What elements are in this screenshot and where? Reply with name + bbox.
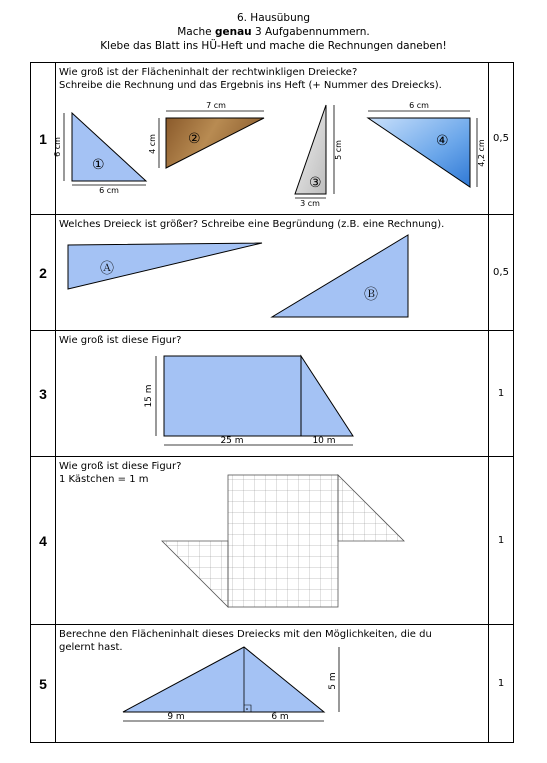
triangle-b xyxy=(272,235,408,317)
triangle-1-label: ① xyxy=(92,157,105,173)
task-number: 4 xyxy=(31,457,56,625)
t2-height-label: 4 cm xyxy=(148,134,157,154)
task-question: Berechne den Flächeninhalt dieses Dreiecks mit den Möglichkeiten, die du xyxy=(59,629,432,640)
triangle-4 xyxy=(368,118,470,187)
task-number: 5 xyxy=(31,625,56,743)
task-content xyxy=(56,625,489,743)
task-question-cont: gelernt hast. xyxy=(59,642,123,653)
task-table xyxy=(30,62,514,743)
triangle-b-label: Ⓑ xyxy=(364,287,378,303)
header-instruction-post: 3 Aufgabennummern. xyxy=(251,26,370,38)
triangle-a-label: Ⓐ xyxy=(100,261,114,277)
header-instruction-bold: genau xyxy=(214,26,252,38)
task-row xyxy=(31,625,514,743)
t1-width-label: 6 cm xyxy=(99,186,119,195)
grid-square xyxy=(228,475,338,607)
task-points: 1 xyxy=(489,457,514,625)
triangle-5 xyxy=(123,647,324,712)
task-row xyxy=(31,63,514,215)
header-instruction-pre: Mache xyxy=(177,26,215,38)
task3-figure xyxy=(56,331,490,457)
task-row xyxy=(31,331,514,457)
header-instruction xyxy=(0,25,547,39)
triangle5-base2-label: 6 m xyxy=(271,712,289,722)
task-question: Welches Dreieck ist größer? Schreibe eine Begründung (z.B. eine Rechnung). xyxy=(59,219,445,230)
task-number: 1 xyxy=(31,63,56,215)
figure3-width1-label: 25 m xyxy=(220,436,244,446)
task-points: 0,5 xyxy=(489,63,514,215)
figure3-height-label: 15 m xyxy=(144,384,154,408)
triangle-part xyxy=(301,356,353,436)
triangle5-height-label: 5 m xyxy=(328,672,338,690)
task-points: 1 xyxy=(489,331,514,457)
task-question: Wie groß ist der Flächeninhalt der rechtwinkligen Dreiecke? xyxy=(59,67,358,78)
task-instruction: Schreibe die Rechnung und das Ergebnis ins Heft (+ Nummer des Dreiecks). xyxy=(59,80,442,91)
triangle-1 xyxy=(72,113,146,181)
grid-triangle-right xyxy=(338,475,404,541)
grid-triangle-left xyxy=(162,541,228,607)
task4-figure xyxy=(56,457,490,625)
task-question: Wie groß ist diese Figur? xyxy=(59,461,182,472)
task-content xyxy=(56,215,489,331)
triangle-2 xyxy=(166,118,264,168)
task-content xyxy=(56,331,489,457)
triangle-2-label: ② xyxy=(188,131,201,147)
header-title: 6. Hausübung xyxy=(236,12,311,24)
t3-width-label: 3 cm xyxy=(300,199,320,208)
task-content xyxy=(53,63,489,215)
t4-height-label: 4,2 cm xyxy=(477,139,486,167)
task-question: Wie groß ist diese Figur? xyxy=(59,335,182,346)
header-note: Klebe das Blatt ins HÜ-Heft und mache die Rechnungen daneben! xyxy=(100,40,447,52)
task-number: 2 xyxy=(31,215,56,331)
task-points: 0,5 xyxy=(489,215,514,331)
task2-figure xyxy=(56,215,490,331)
t3-height-label: 5 cm xyxy=(334,140,343,160)
triangle5-base1-label: 9 m xyxy=(167,712,185,722)
task-scale-note: 1 Kästchen = 1 m xyxy=(59,474,149,485)
rectangle-part xyxy=(164,356,301,436)
task-row xyxy=(31,215,514,331)
t4-width-label: 6 cm xyxy=(409,101,429,110)
triangle-a xyxy=(68,243,262,289)
t1-height-label: 6 cm xyxy=(53,137,62,157)
right-angle-dot xyxy=(246,708,248,710)
task5-figure xyxy=(56,625,490,743)
worksheet-header xyxy=(0,11,547,53)
triangle-4-label: ④ xyxy=(436,133,449,149)
task-points: 1 xyxy=(489,625,514,743)
triangle-3-label: ③ xyxy=(309,175,322,191)
figure3-width2-label: 10 m xyxy=(312,436,336,446)
task1-figure xyxy=(53,63,490,215)
task-row xyxy=(31,457,514,625)
task-content xyxy=(56,457,489,625)
task-number: 3 xyxy=(31,331,56,457)
t2-width-label: 7 cm xyxy=(206,101,226,110)
